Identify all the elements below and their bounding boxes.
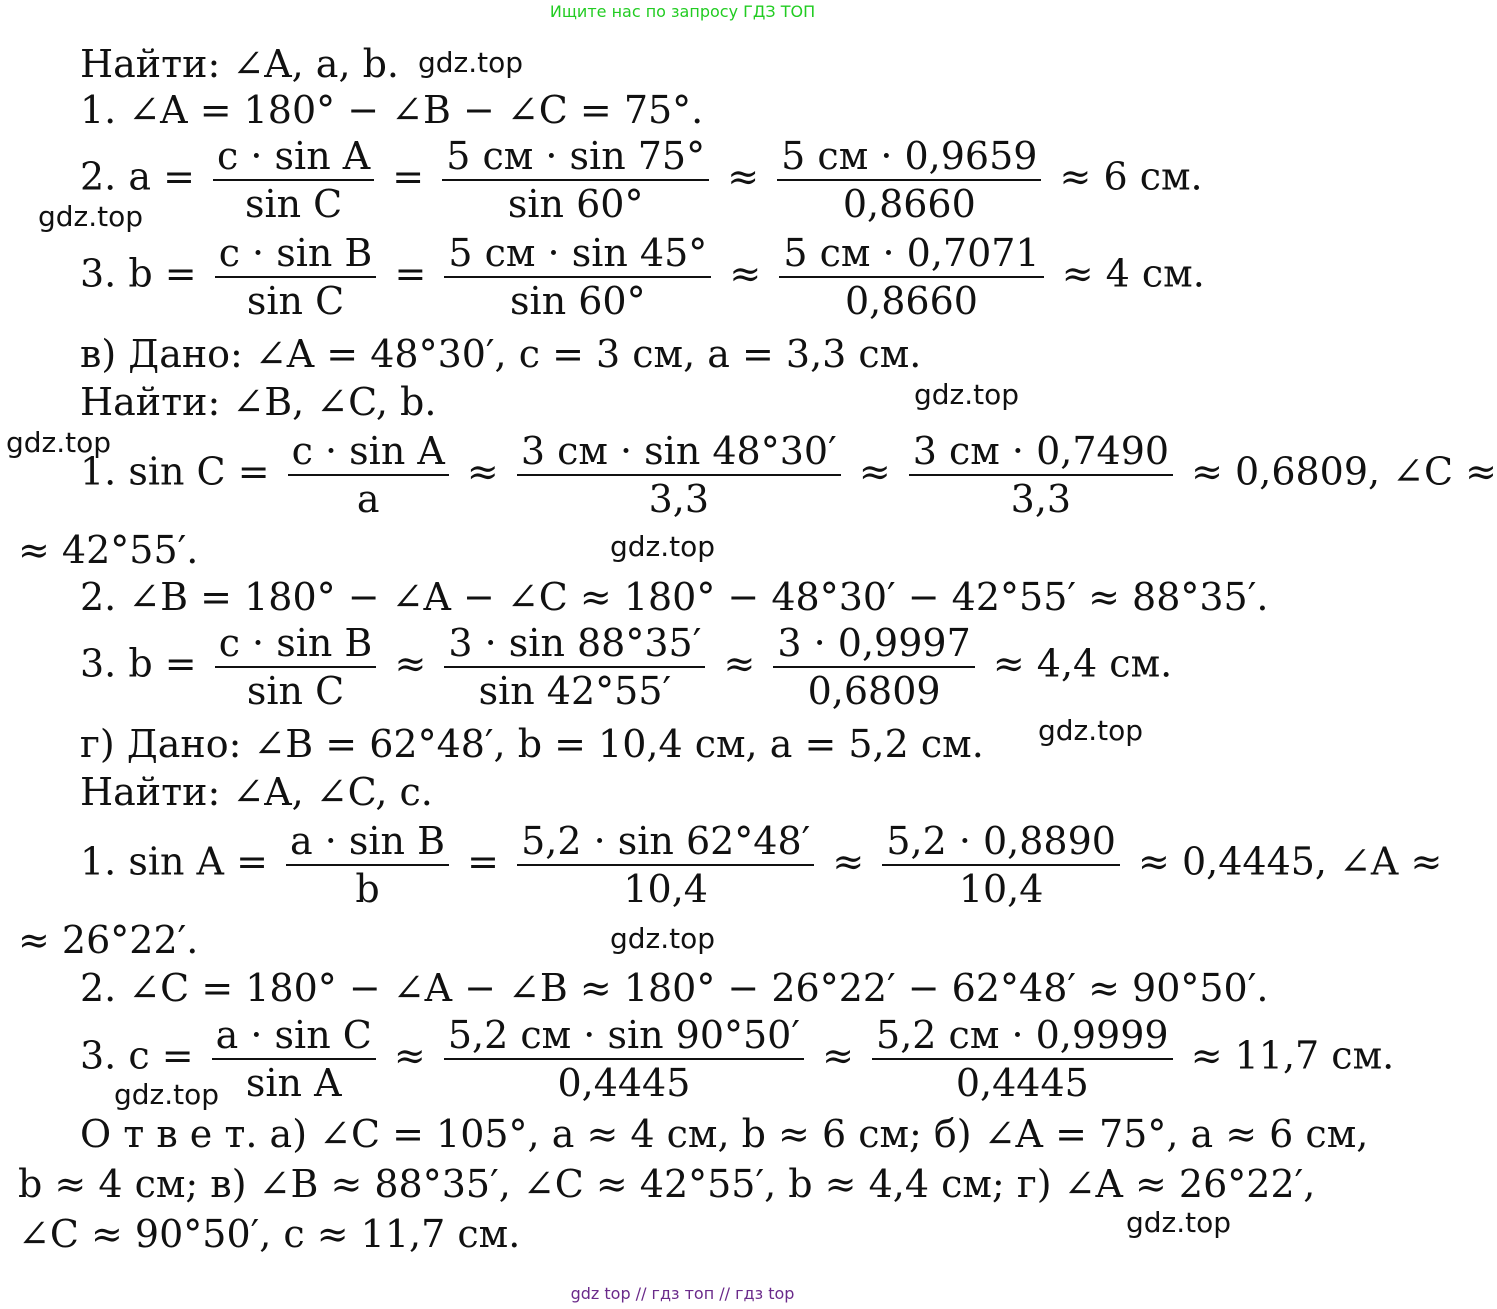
numerator: 5 см · 0,9659: [777, 133, 1041, 181]
fraction: [215, 230, 377, 324]
numerator: 3 · sin 88°35′: [444, 620, 705, 668]
eq-lhs: 1. sin A =: [80, 839, 268, 884]
numerator: 5,2 · sin 62°48′: [517, 818, 814, 866]
denominator: sin C: [244, 182, 343, 226]
denominator: sin A: [245, 1061, 342, 1105]
numerator: c · sin A: [288, 428, 449, 476]
step-1-angle-a: 1. ∠A = 180° − ∠B − ∠C = 75°.: [80, 88, 704, 132]
eq-lhs: 3. b =: [80, 641, 197, 686]
numerator: 3 см · sin 48°30′: [517, 428, 841, 476]
fraction: [909, 428, 1173, 522]
numerator: a · sin B: [286, 818, 449, 866]
find-line-g: Найти: ∠A, ∠C, c.: [80, 770, 433, 814]
fraction: [444, 1012, 804, 1106]
operator: ≈: [858, 449, 891, 494]
operator: ≈: [822, 1033, 854, 1078]
operator: ≈: [723, 641, 756, 686]
fraction: [288, 428, 449, 522]
fraction: [213, 133, 374, 227]
step-2-angle-c: 2. ∠C = 180° − ∠A − ∠B ≈ 180° − 26°22′ − 62°48′ ≈ 90°50′.: [80, 966, 1269, 1010]
denominator: 0,8660: [844, 279, 978, 323]
numerator: 5 см · sin 75°: [442, 133, 709, 181]
step-3-side-b-v: [80, 620, 1172, 714]
operator: =: [467, 839, 499, 884]
operator: ≈: [729, 251, 762, 296]
watermark: gdz.top: [1038, 714, 1144, 747]
fraction: [444, 620, 705, 714]
step-1-sin-c: [80, 428, 1497, 522]
answer-line-3: ∠C ≈ 90°50′, c ≈ 11,7 см.: [18, 1212, 521, 1256]
watermark: gdz.top: [418, 46, 524, 79]
fraction: [517, 428, 841, 522]
eq-result: ≈ 0,4445, ∠A ≈: [1138, 839, 1443, 884]
denominator: sin 42°55′: [478, 669, 672, 713]
fraction: [872, 1012, 1173, 1106]
denominator: sin C: [246, 279, 345, 323]
eq-lhs: 3. b =: [80, 251, 197, 296]
numerator: a · sin C: [212, 1012, 376, 1060]
continuation-angle-a: ≈ 26°22′.: [18, 918, 199, 962]
fraction: [777, 133, 1041, 227]
denominator: b: [355, 867, 380, 911]
denominator: 0,4445: [557, 1061, 691, 1105]
denominator: sin 60°: [510, 279, 646, 323]
given-g: г) Дано: ∠B = 62°48′, b = 10,4 см, a = 5,2 см.: [80, 722, 984, 766]
watermark: gdz.top: [38, 200, 144, 233]
operator: ≈: [466, 449, 499, 494]
numerator: 3 см · 0,7490: [909, 428, 1173, 476]
fraction: [444, 230, 711, 324]
fraction: [882, 818, 1120, 912]
operator: =: [392, 154, 425, 199]
fraction: [286, 818, 449, 912]
watermark: gdz.top: [610, 922, 716, 955]
denominator: 0,8660: [842, 182, 976, 226]
step-3-side-b: [80, 230, 1205, 324]
top-banner: Ищите нас по запросу ГДЗ ТОП: [549, 2, 816, 21]
step-2-side-a: [80, 133, 1203, 227]
find-line-1: Найти: ∠A, a, b.: [80, 42, 400, 86]
numerator: 5 см · sin 45°: [444, 230, 711, 278]
operator: ≈: [393, 1033, 426, 1078]
denominator: 10,4: [623, 867, 708, 911]
numerator: c · sin A: [213, 133, 374, 181]
denominator: 10,4: [958, 867, 1044, 911]
watermark: gdz.top: [914, 378, 1020, 411]
operator: =: [394, 251, 427, 296]
denominator: 3,3: [648, 477, 709, 521]
given-v: в) Дано: ∠A = 48°30′, c = 3 см, a = 3,3 см.: [80, 332, 922, 376]
fraction: [779, 230, 1043, 324]
denominator: a: [356, 477, 380, 521]
eq-result: ≈ 4,4 см.: [992, 641, 1173, 686]
answer-line-1: О т в е т. а) ∠C = 105°, a ≈ 4 см, b ≈ 6 см; б) ∠A = 75°, a ≈ 6 см,: [80, 1112, 1369, 1156]
denominator: sin C: [246, 669, 345, 713]
fraction: [442, 133, 709, 227]
numerator: c · sin B: [215, 230, 377, 278]
watermark: gdz.top: [1126, 1206, 1232, 1239]
denominator: 0,4445: [955, 1061, 1089, 1105]
answer-line-2: b ≈ 4 см; в) ∠B ≈ 88°35′, ∠C ≈ 42°55′, b ≈ 4,4 см; г) ∠A ≈ 26°22′,: [18, 1162, 1316, 1206]
operator: ≈: [727, 154, 760, 199]
continuation-angle-c: ≈ 42°55′.: [18, 528, 199, 572]
eq-lhs: 2. a =: [80, 154, 195, 199]
fraction: [215, 620, 377, 714]
numerator: 5,2 см · sin 90°50′: [444, 1012, 804, 1060]
eq-result: ≈ 6 см.: [1059, 154, 1203, 199]
denominator: sin 60°: [507, 182, 644, 226]
find-line-v: Найти: ∠B, ∠C, b.: [80, 380, 437, 424]
watermark: gdz.top: [610, 530, 716, 563]
eq-result: ≈ 4 см.: [1061, 251, 1205, 296]
fraction: [212, 1012, 376, 1106]
denominator: 3,3: [1010, 477, 1072, 521]
denominator: 0,6809: [807, 669, 941, 713]
numerator: 3 · 0,9997: [773, 620, 974, 668]
step-3-side-c: [80, 1012, 1394, 1106]
watermark: gdz.top: [6, 426, 112, 459]
numerator: 5,2 · 0,8890: [882, 818, 1120, 866]
eq-lhs: 1. sin C =: [80, 449, 270, 494]
step-1-sin-a: [80, 818, 1442, 912]
fraction: [517, 818, 814, 912]
numerator: c · sin B: [215, 620, 377, 668]
operator: ≈: [832, 839, 865, 884]
eq-result: ≈ 0,6809, ∠C ≈: [1191, 449, 1497, 494]
fraction: [773, 620, 974, 714]
footer-links[interactable]: gdz top // гдз топ // гдз top: [570, 1284, 795, 1303]
operator: ≈: [394, 641, 427, 686]
numerator: 5,2 см · 0,9999: [872, 1012, 1173, 1060]
numerator: 5 см · 0,7071: [779, 230, 1043, 278]
watermark: gdz.top: [114, 1078, 220, 1111]
step-2-angle-b: 2. ∠B = 180° − ∠A − ∠C ≈ 180° − 48°30′ − 42°55′ ≈ 88°35′.: [80, 575, 1269, 619]
eq-lhs: 3. c =: [80, 1033, 194, 1078]
eq-result: ≈ 11,7 см.: [1190, 1033, 1395, 1078]
